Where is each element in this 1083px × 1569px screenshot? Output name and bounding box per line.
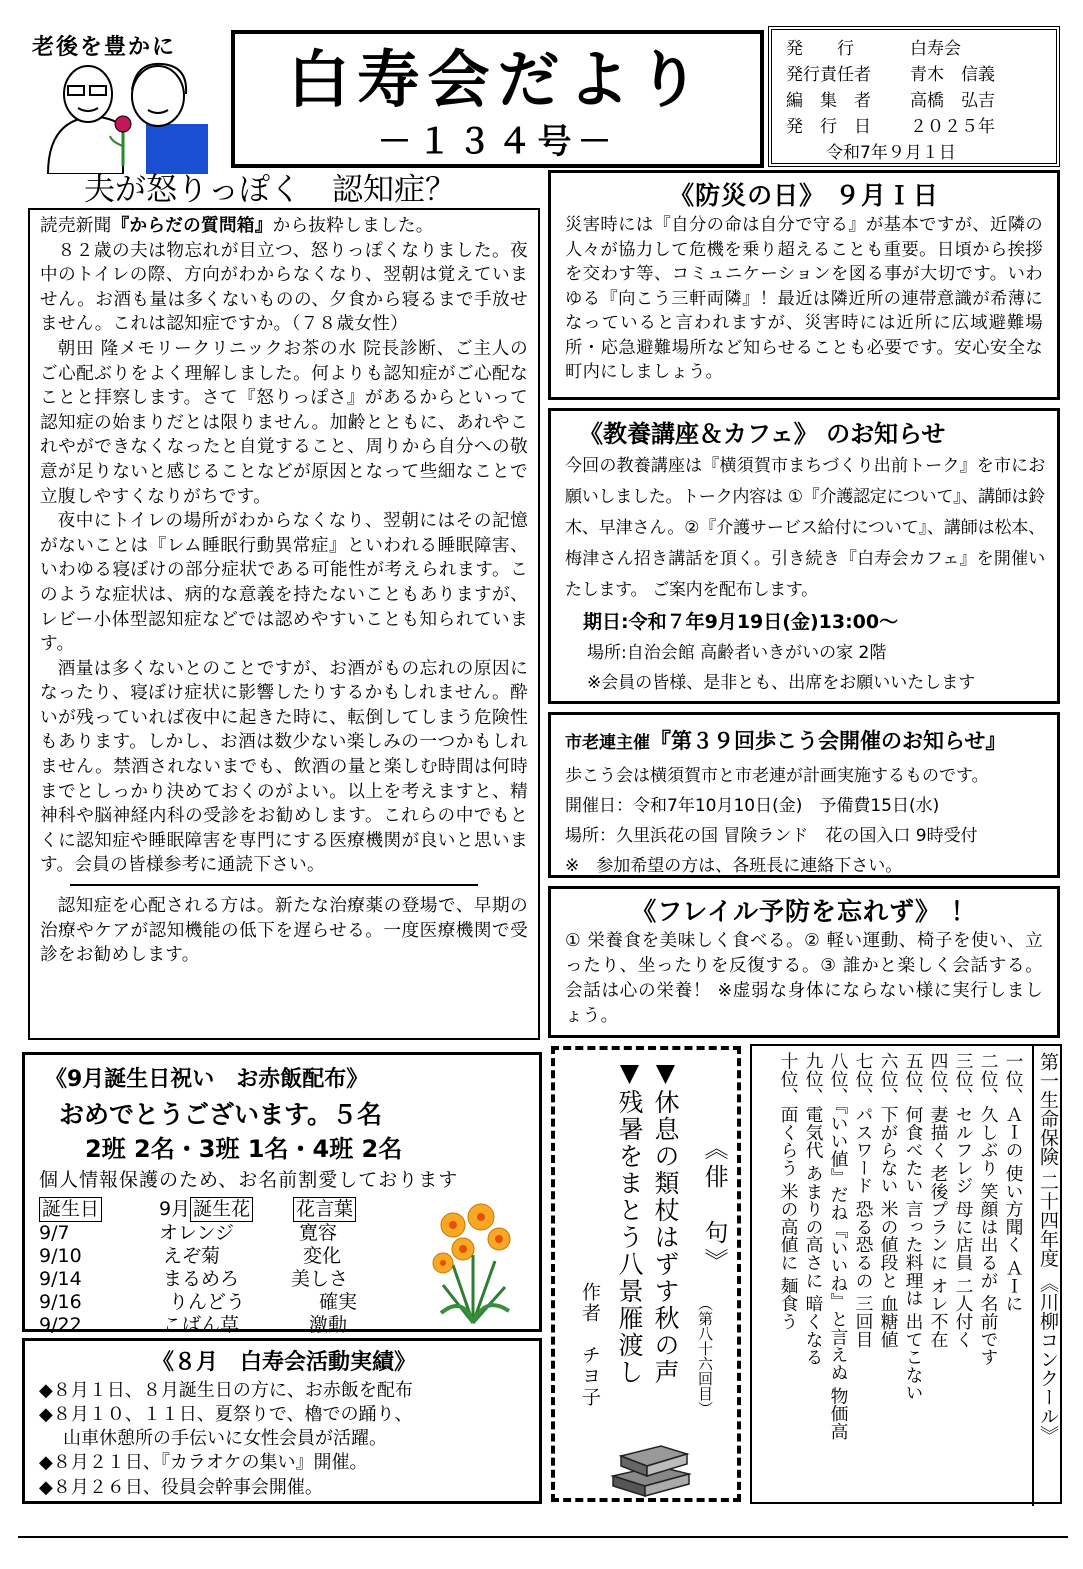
masthead-illustration [28,30,218,175]
lecture-cafe-section [548,408,1060,704]
lecture-note: ※会員の皆様、是非とも、出席をお願いいたします [587,673,976,693]
activity-item: ◆８月２１日、『カラオケの集い』開催。 [39,1452,368,1473]
senryu-item: 七位、パスワード 恐る恐るの 三回目 [853,1052,874,1348]
article-question: ８２歳の夫は物忘れが目立つ、怒りっぽくなりました。夜中のトイレの際、方向がわからなくなり、翌朝は覚えていません。お酒も量は多くないものの、夕食から寝るまで手放せません。これは認知症ですか。（７８歳女性） [40,240,528,335]
senryu-item: 九位、電気代 あまりの高さに 暗くなる [803,1052,824,1366]
senryu-item: 二位、久しぶり 笑顔は出るが 名前です [978,1052,999,1366]
activity-item: ◆８月１０、１１日、夏祭りで、櫓での踊り、 [39,1404,413,1425]
birthday-row: 9/14 まるめろ 美しさ [39,1268,349,1290]
publisher: 白寿会 [910,39,961,59]
birthday-row: 9/16 りんどう 確実 [39,1291,358,1313]
disaster-day-title: 《防災の日》 ９月Ｉ日 [669,181,939,210]
senryu-item: 一位、ＡＩの 使い方聞く ＡＩに [1003,1052,1024,1313]
issue-number: －１３４号－ [377,122,618,163]
walking-event-place: 場所：久里浜花の国 冒険ランド 花の国入口 9時受付 [565,826,978,846]
frailty-prevention-body: ① 栄養食を美味しく食べる。② 軽い運動、椅子を使い、立ったり、坐ったりを反復する。③ 誰かと楽しく会話する。会話は心の栄養！ ※虚弱な身体にならない様に実行しましょう。 [565,931,1043,1026]
article-answer-1: 朝田 隆メモリークリニックお茶の水 院長診断、ご主人のご心配ぶりをよく理解しました。何よりも認知症がご心配なことと拝察します。さて『怒りっぽさ』があるからといって認知症の始まりだとは限りません。加齢とともに、あれやこれやができなくなったと自覚すること、周りから自分への敬意が足りないと感じることなどが原因となって些細なことで立腹しやすくなりがちです。 [40,338,528,507]
haiku-title: 《俳 句》 [700,1136,728,1276]
haiku-line-1: ▼休息の類杖はずす秋の声 [651,1058,680,1386]
page-bottom-rule [18,1536,1068,1538]
frailty-prevention-title: 《フレイル予防を忘れず》 ！ [631,897,977,926]
article-note: 認知症を心配される方は。新たな治療薬の登場で、早期の治療やケアが認知機能の低下を遅らせる。一度医療機関で受診をお勧めします。 [40,896,528,966]
article-answer-3: 酒量は多くないとのことですが、お酒がもの忘れの原因になったり、寝ぼけ症状に影響したりするかもしれません。酔いが残っていれば夜中に起きた時に、転倒してしまう危険性もあります。しかし、お酒は数少ない楽しみの一つかもしれません。禁酒されないまでも、飲酒の量と楽しむ時間は何時までとしっかり決めておくのがよい。以上を考えますと、精神科や脳神経内科の受診をお勧めします。これらの中でもとくに認知症や睡眠障害を専門にする医療機関が良いと思います。会員の皆様参考に通読下さい。 [40,658,528,876]
divider [70,884,478,886]
walking-event-note: ※ 参加希望の方は、各班長に連絡下さい。 [565,856,903,876]
main-article-title: 夫が怒りっぽく 認知症？ [84,172,456,208]
senryu-item: 八位、『いい値』だね『いいね』と言えぬ 物価高 [828,1052,849,1441]
books-illustration [607,1430,693,1500]
daffodil-illustration [423,1195,523,1325]
birthday-row: 9/22 こばん草 激動 [39,1314,348,1336]
senryu-item: 五位、何食べたい 言った料理は 出てこない [903,1052,924,1402]
haiku-section [551,1046,741,1502]
haiku-author: 作者 チヨ子 [579,1282,601,1408]
birthday-groups: 2班 2名・3班 1名・4班 2名 [85,1135,403,1163]
birthday-row: 9/10 えぞ菊 変化 [39,1245,342,1267]
walking-event-organizer: 市老連主催 [565,733,650,753]
newsletter-title-box [231,30,764,168]
senryu-item: 十位、面くらう 米の高値に 麺食う [778,1052,799,1331]
walking-event-line-1: 歩こう会は横須賀市と市老連が計画実施するものです。 [565,766,989,786]
birthday-title: 《9月誕生日祝い お赤飯配布》 [45,1067,369,1092]
disaster-day-body: 災害時には『自分の命は自分で守る』が基本ですが、近隣の人々が協力して危機を乗り超えることも重要。日頃から挨拶を交わす等、コミュニケーションを図る事が大切です。いわゆる『向こう三軒両隣』！最近は隣近所の連帯意識が希薄になっていると言われますが、災害時には近所に広域避難場所・応急避難場所など知らせることも必要です。安心安全な町内にしましょう。 [565,215,1043,382]
activity-report-title: 《８月 白寿会活動実績》 [151,1350,416,1375]
editor: 高橋 弘吉 [910,91,995,111]
activity-item: ◆８月２６日、役員会幹事会開催。 [39,1477,323,1498]
frailty-prevention-section [548,886,1060,1038]
disaster-day-section [548,170,1060,400]
lecture-cafe-title: 《教養講座＆カフェ》 のお知らせ [579,420,946,448]
activity-item: 山車休憩所の手伝いに女性会員が活躍。 [63,1428,387,1449]
lecture-date: 期日:令和７年9月19日(金)13:00～ [583,611,899,633]
senryu-header: 第一生命保険 二十四年度 《川柳コンクール》 [1032,1046,1062,1506]
walking-event-section [548,712,1060,878]
senryu-item: 六位、下がらない 米の値段と 血糖値 [878,1052,899,1348]
birthday-row: 9/7 オレンジ 寛容 [39,1222,338,1244]
birthday-congrats: おめでとうございます。５名 [59,1100,383,1129]
activity-item: ◆８月１日、８月誕生日の方に、お赤飯を配布 [39,1380,413,1401]
responsible-person: 青木 信義 [910,65,995,85]
article-answer-2: 夜中にトイレの場所がわからなくなり、翌朝にはその記憶がないことは『レム睡眠行動異常症』といわれる睡眠障害、いわゆる寝ぼけの部分症状である可能性が考えられます。このような症状は、病的な意義を持たないこともありますが、レビー小体型認知症などでは認めやすいことも知られています。 [40,511,528,655]
senryu-list [776,1052,1026,1498]
senryu-item: 四位、妻描く 老後プランに オレ不在 [928,1052,949,1348]
main-article: 読売新聞『からだの質問箱』から抜粋しました。 ８２歳の夫は物忘れが目立つ、怒りっぽくなりました。夜中のトイレの際、方向がわからなくなり、翌朝は覚えていません。お酒も量は多くないものの、夕食から寝るまで手放せません。これは認知症ですか。（７８歳女性） 朝田 隆メモリークリニックお茶の水 院長診断、ご主人のご心配ぶりをよく理解しました。何よりも認知症がご心配なことと拝察します。さて『怒りっぽさ』があるからといって認知症の始まりだとは限りません。加齢とともに、あれやこれやができなくなったと自覚すること、周りから自分への敬意が足りないと感じることなどが原因となって些細なことで立腹しやすくなりがちです。 夜中にトイレの場所がわからなくなり、翌朝にはその記憶がないことは『レム睡眠行動異常症』といわれる睡眠障害、いわゆる寝ぼけの部分症状である可能性が考えられます。このような症状は、病的な意義を持たないこともありますが、レビー小体型認知症などでは認めやすいことも知られています。 酒量は多くないとのことですが、お酒がもの忘れの原因になったり、寝ぼけ症状に影響したりするかもしれません。酔いが残っていれば夜中に起きた時に、転倒してしまう危険性もあります。しかし、お酒は数少ない楽しみの一つかもしれません。禁酒されないまでも、飲酒の量と楽しむ時間は何時までとしっかり決めておくのがよい。以上を考えますと、精神科や脳神経内科の受診をお勧めします。これらの中でもとくに認知症や睡眠障害を専門にする医療機関が良いと思います。会員の皆様参考に通読下さい。 認知症を心配される方は。新たな治療薬の登場で、早期の治療やケアが認知機能の低下を遅らせる。一度医療機関で受診をお勧めします。 [28,208,540,1040]
newsletter-title: 白寿会だより [287,43,708,116]
issue-date: 令和7年９月１日 [826,143,956,163]
senryu-item: 三位、セルフレジ 母に店員 二人付く [953,1052,974,1348]
birthday-table-header: 誕生日 9月 誕生花 花言葉 [39,1197,529,1222]
lecture-place: 場所:自治会館 高齢者いきがいの家 2階 [587,643,887,663]
walking-event-title: 『第３９回歩こう会開催のお知らせ』 [650,729,1007,753]
privacy-note: 個人情報保護のため、お名前割愛しております [39,1169,459,1191]
walking-event-date: 開催日：令和7年10月10日(金) 予備費15日(水) [565,796,940,816]
activity-report-section [22,1338,542,1504]
lecture-cafe-body: 今回の教養講座は『横須賀市まちづくり出前トーク』を市にお願いしました。トーク内容は ①『介護認定について』、講師は鈴木、早津さん。②『介護サービス給付について』、講師は松本、梅津さん招き講話を頂く。引き続き『白寿会カフェ』を開催いたします。 ご案内を配布します。 [565,456,1045,600]
senryu-section [750,1044,1062,1504]
slogan: 老後を豊かに [32,35,177,60]
birthday-section [22,1052,542,1336]
haiku-line-2: ▼残暑をまとう八景雁渡し [615,1058,644,1386]
haiku-round: （第八十六回目） [696,1296,714,1416]
elderly-couple-illustration [28,56,218,174]
publisher-info: 発 行 白寿会 発行責任者 青木 信義 編 集 者 高橋 弘吉 発 行 日 ２０２５年 令和7年９月１日 [768,26,1060,167]
issue-date-year: ２０２５年 [910,117,995,137]
